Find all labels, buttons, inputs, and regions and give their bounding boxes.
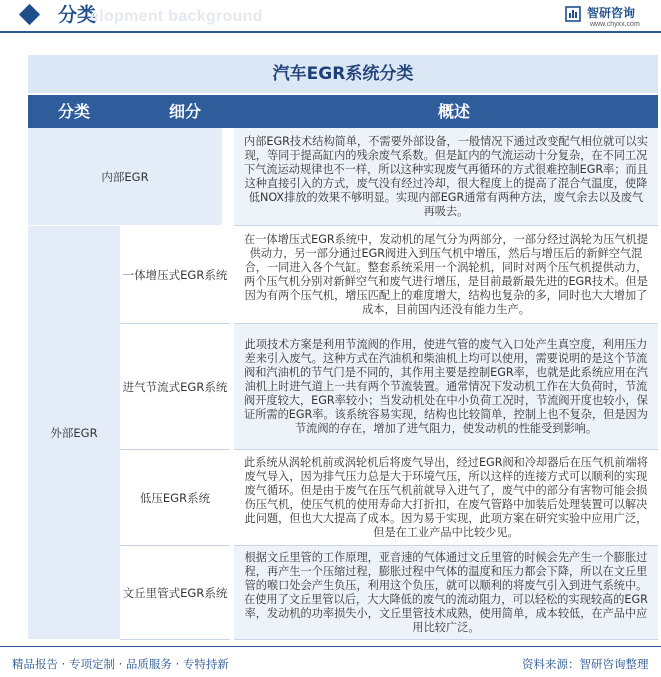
table-header [28, 95, 658, 128]
company-logo-name: 智研咨询 [587, 6, 636, 20]
header-divider [0, 31, 661, 33]
subcategory-cell-integrated-boost: 一体增压式EGR系统 [120, 226, 230, 324]
table-title: 汽车EGR系统分类 [28, 55, 658, 93]
background-watermark: elopment background [90, 8, 263, 25]
subcategory-cell-intake-throttle: 进气节流式EGR系统 [120, 324, 230, 450]
page-header [0, 0, 661, 32]
section-title: 分类 [58, 4, 97, 26]
company-url: www.chyxx.com [590, 21, 640, 28]
subcategory-cell-low-pressure: 低压EGR系统 [120, 450, 230, 546]
subcategory-cell-venturi: 文丘里管式EGR系统 [120, 546, 230, 640]
company-logo-icon [565, 6, 581, 22]
column-header-subcategory: 细分 [168, 102, 201, 121]
footer-slogan: 精品报告 · 专项定制 · 品质服务 · 专特持新 [12, 657, 229, 671]
description-cell-integrated-boost: 在一体增压式EGR系统中，发动机的尾气分为两部分，一部分经过涡轮为压气机提供动力，另一部分通过EGR阀进入到压气机中增压，然后与增压后的新鲜空气混合，一同进入各个气缸。整套系统采用一个涡轮机，同时对两个压气机提供动力，两个压气机分别对新鲜空气和废气进行增压，是目前最新最先进的EGR技术。但是因为有两个压气机，增压匹配上的难度增大，结构也复杂的多，同时也大大增加了成本，目前国内还没有能力生产。 [234, 226, 658, 324]
column-header-description: 概述 [437, 102, 470, 121]
description-cell-internal: 内部EGR技术结构简单，不需要外部设备，一般情况下通过改变配气相位就可以实现，等同于提高缸内的残余废气系数。但是缸内的气流运动十分复杂，在不同工况下气流运动规律也不一样，所以这种实现废气再循环的方式很难控制EGR率；而且这种直接引入的方式，废气没有经过冷却，很大程度上的提高了混合气温度，使降低NOX排放的效果不够明显。实现内部EGR通常有两种方法，废气余去以及废气再吸去。 [234, 128, 658, 226]
diamond-icon [19, 4, 40, 25]
column-header-category: 分类 [57, 102, 90, 121]
description-cell-intake-throttle: 此项技术方案是利用节流阀的作用，使进气管的废气入口处产生真空度，利用压力差来引入废气。这种方式在汽油机和柴油机上均可以使用，需要说明的是这个节流阀和汽油机的节气门是不同的，其作用主要是控制EGR率，也就是此系统应用在汽油机上时进气道上一共有两个节流装置。通常情况下发动机工作在大负荷时，节流阀开度较大，EGR率较小；当发动机处在中小负荷工况时，节流阀开度也较小，保证所需的EGR率。该系统容易实现，结构也比较简单，控制上也不复杂，但是因为节流阀的存在，增加了进气阻力，使发动机的性能受到影响。 [234, 324, 658, 450]
description-cell-venturi: 根据文丘里管的工作原理，亚音速的气体通过文丘里管的时候会先产生一个膨胀过程，再产生一个压缩过程，膨胀过程中气体的温度和压力都会下降，所以在文丘里管的喉口处会产生负压，利用这个负压，就可以顺利的将废气引入到进气系统中。在使用了文丘里管以后，大大降低的废气的流动阻力，可以轻松的实现较高的EGR率，发动机的功率损失小，文丘里管技术成熟，使用简单，成本较低，在产品中应用比较广泛。 [234, 546, 658, 640]
category-cell-external: 外部EGR [28, 226, 120, 640]
footer-divider [0, 646, 661, 647]
description-cell-low-pressure: 此系统从涡轮机前或涡轮机后将废气导出，经过EGR阀和冷却器后在压气机前端将废气导入，因为排气压力总是大于环境气压，所以这样的连接方式可以顺利的实现废气循环。但是由于废气在压气机前就导入进气了，废气中的部分有害物可能会损伤压气机，使压气机的使用寿命大打折扣，在废气管路中加装后处理装置可以解决此问题，但也大大提高了成本。因为易于实现，此项方案在研究实验中应用广泛，但是在工业产品中比较少见。 [234, 450, 658, 546]
category-cell-internal: 内部EGR [28, 128, 222, 226]
footer-source: 资料来源：智研咨询整理 [522, 657, 649, 671]
